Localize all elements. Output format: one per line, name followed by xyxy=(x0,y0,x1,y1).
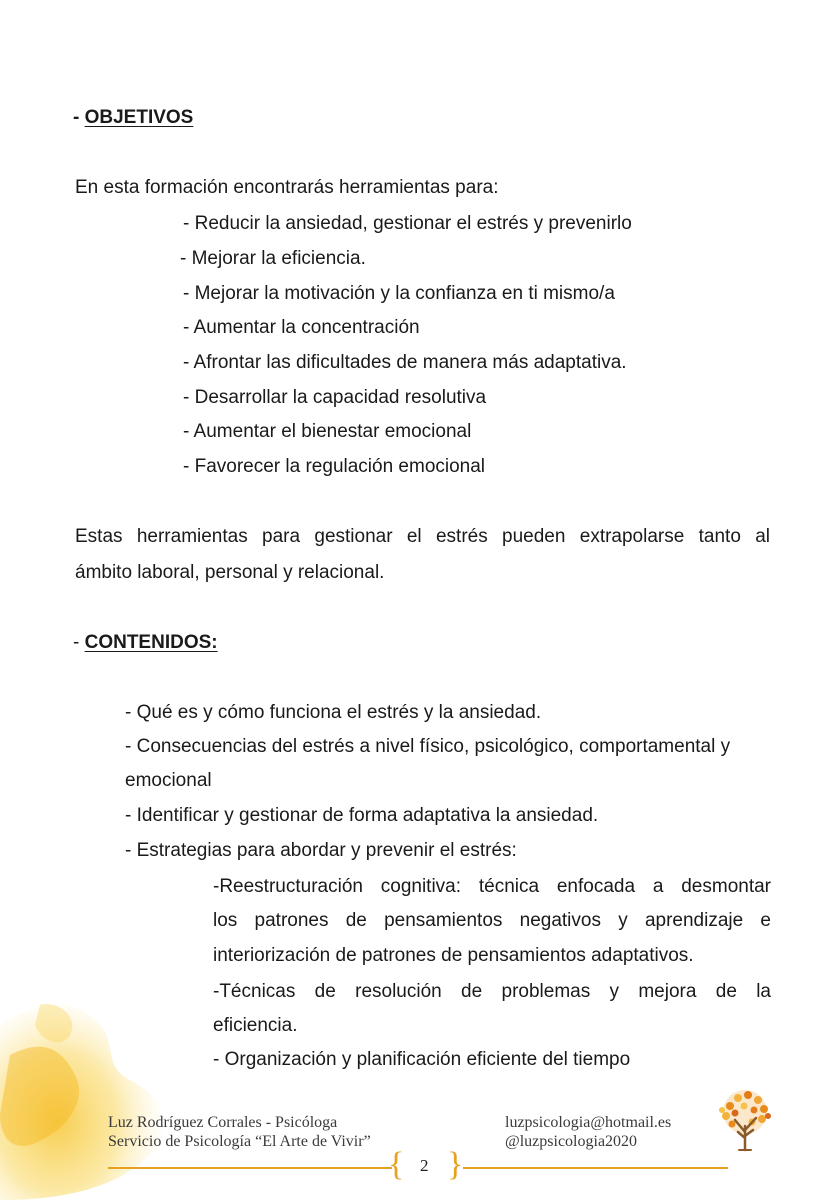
objetivo-item: - Reducir la ansiedad, gestionar el estrés y prevenirlo xyxy=(183,213,632,234)
contenido-subitem: los patrones de pensamientos negativos y aprendizaje e xyxy=(213,910,771,931)
objetivo-item: - Aumentar la concentración xyxy=(183,317,420,338)
page-number: 2 xyxy=(420,1156,429,1175)
objetivos-intro: En esta formación encontrarás herramientas para: xyxy=(75,177,499,198)
objetivo-item: - Afrontar las dificultades de manera más adaptativa. xyxy=(183,352,627,373)
objetivo-item: - Favorecer la regulación emocional xyxy=(183,456,486,477)
objetivo-item: - Mejorar la eficiencia. xyxy=(180,248,366,269)
heading-dash: - xyxy=(73,107,85,128)
contenido-subitem: eficiencia. xyxy=(213,1015,298,1036)
contenido-item: - Identificar y gestionar de forma adaptativa la ansiedad. xyxy=(125,805,599,826)
contenido-item: - Estrategias para abordar y prevenir el estrés: xyxy=(125,840,517,861)
autumn-tree-icon xyxy=(708,1086,782,1158)
objetivo-item: - Aumentar el bienestar emocional xyxy=(183,421,472,442)
footer-rule-right xyxy=(463,1167,728,1169)
footer-rule-left xyxy=(108,1167,392,1169)
contenido-item: - Qué es y cómo funciona el estrés y la ansiedad. xyxy=(125,702,542,723)
footer-email[interactable]: luzpsicologia@hotmail.es xyxy=(505,1114,672,1131)
heading-dash: - xyxy=(73,632,85,653)
contenido-subitem: - Organización y planificación eficiente del tiempo xyxy=(213,1049,631,1070)
footer-service: Servicio de Psicología “El Arte de Vivir” xyxy=(108,1133,371,1150)
page-bracket-left: { xyxy=(388,1146,405,1183)
section-heading-contenidos xyxy=(73,632,218,654)
contenido-subitem: -Reestructuración cognitiva: técnica enfocada a desmontar xyxy=(213,876,771,897)
heading-text: OBJETIVOS xyxy=(84,107,194,128)
page-bracket-right: } xyxy=(447,1146,464,1183)
footer-social-handle[interactable]: @luzpsicologia2020 xyxy=(505,1133,638,1150)
heading-text: CONTENIDOS: xyxy=(84,632,218,653)
objetivos-closing-line1: Estas herramientas para gestionar el estrés pueden extrapolarse tanto al xyxy=(75,526,770,547)
contenido-subitem: -Técnicas de resolución de problemas y mejora de la xyxy=(213,981,771,1002)
contenido-item: - Consecuencias del estrés a nivel físico, psicológico, comportamental y xyxy=(125,736,731,757)
contenido-subitem: interiorización de patrones de pensamientos adaptativos. xyxy=(213,945,694,966)
objetivo-item: - Mejorar la motivación y la confianza en ti mismo/a xyxy=(183,283,615,304)
objetivo-item: - Desarrollar la capacidad resolutiva xyxy=(183,387,487,408)
contenido-item-continuation: emocional xyxy=(125,770,212,791)
footer-author: Luz Rodríguez Corrales - Psicóloga xyxy=(108,1114,338,1131)
objetivos-closing-line2: ámbito laboral, personal y relacional. xyxy=(75,562,385,583)
section-heading-objetivos xyxy=(73,107,193,129)
